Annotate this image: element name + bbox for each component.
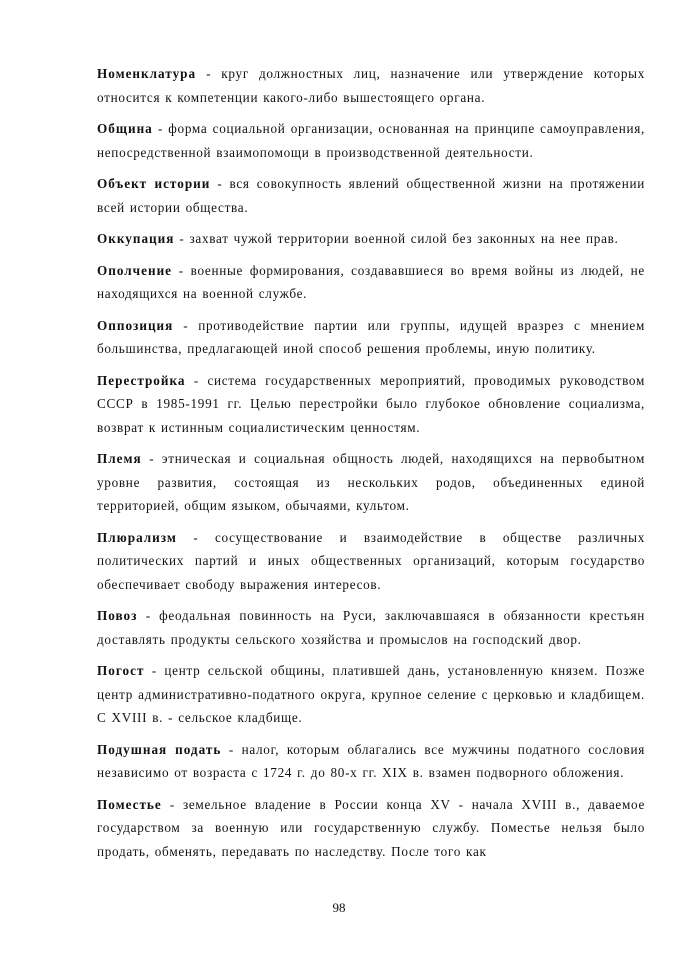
glossary-entry	[97, 793, 645, 864]
glossary-term: Племя	[97, 451, 142, 466]
glossary-definition: - вся совокупность явлений общественной жизни на протяжении всей истории общества.	[97, 176, 645, 215]
glossary-definition: - захват чужой территории военной силой без законных на нее прав.	[174, 231, 619, 246]
glossary-term: Погост	[97, 663, 145, 678]
glossary-entry	[97, 62, 645, 109]
glossary-entry	[97, 659, 645, 730]
glossary-term: Объект истории	[97, 176, 211, 191]
glossary-term: Номенклатура	[97, 66, 197, 81]
glossary-term: Плюрализм	[97, 529, 177, 545]
glossary-definition: - противодействие партии или группы, идущей вразрез с мнением большинства, предлагающей иной способ решения проблемы, иную политику.	[97, 317, 645, 356]
glossary-term: Ополчение	[97, 262, 173, 278]
glossary-content	[97, 62, 645, 871]
glossary-definition: - военные формирования, создававшиеся во время войны из людей, не находящихся на военной службе.	[97, 262, 645, 301]
glossary-definition: - система государственных мероприятий, проводимых руководством СССР в 1985-1991 гг. Целью перестройки было глубокое обновление социализма, возврат к истинным социалистическим ценностям.	[97, 372, 645, 435]
glossary-entry	[97, 117, 645, 164]
glossary-term: Подушная подать	[97, 741, 222, 757]
glossary-definition: - феодальная повинность на Руси, заключавшаяся в обязанности крестьян доставлять продукты сельского хозяйства и промыслов на господский двор.	[97, 608, 645, 647]
glossary-entry	[97, 314, 645, 361]
glossary-entry	[97, 738, 645, 785]
glossary-entry	[97, 172, 645, 219]
glossary-term: Оккупация	[97, 231, 175, 246]
glossary-term: Перестройка	[97, 372, 186, 388]
glossary-definition: - земельное владение в России конца XV - начала XVIII в., даваемое государством за военную или государственную службу. Поместье нельзя было продать, обменять, передавать по наследству. После того как	[97, 796, 645, 859]
glossary-entry	[97, 604, 645, 651]
glossary-entry	[97, 259, 645, 306]
glossary-term: Поместье	[97, 796, 162, 812]
glossary-definition: - круг должностных лиц, назначение или утверждение которых относится к компетенции какого-либо вышестоящего органа.	[97, 66, 645, 105]
glossary-definition: - налог, которым облагались все мужчины податного сословия независимо от возраста с 1724 г. до 80-х гг. XIX в. взамен подворного обложения.	[97, 741, 645, 780]
glossary-definition: - форма социальной организации, основанная на принципе самоуправления, непосредственной взаимопомощи в производственной деятельности.	[97, 121, 645, 160]
glossary-term: Повоз	[97, 608, 138, 623]
glossary-definition: - этническая и социальная общность людей, находящихся на первобытном уровне развития, состоящая из нескольких родов, объединенных единой территорией, общим языком, обычаями, культом.	[97, 451, 645, 513]
glossary-definition: - центр сельской общины, платившей дань, установленную князем. Позже центр административно-податного округа, крупное селение с церковью и кладбищем. С XVIII в. - сельское кладбище.	[97, 663, 645, 725]
glossary-entry	[97, 526, 645, 597]
glossary-entry	[97, 447, 645, 518]
page-number: 98	[332, 900, 346, 915]
glossary-entry	[97, 369, 645, 440]
glossary-term: Оппозиция	[97, 317, 174, 333]
glossary-entry	[97, 227, 645, 251]
glossary-definition: - сосуществование и взаимодействие в обществе различных политических партий и иных общественных организаций, которым государство обеспечивает свободу выражения интересов.	[97, 529, 645, 592]
glossary-term: Община	[97, 121, 153, 136]
